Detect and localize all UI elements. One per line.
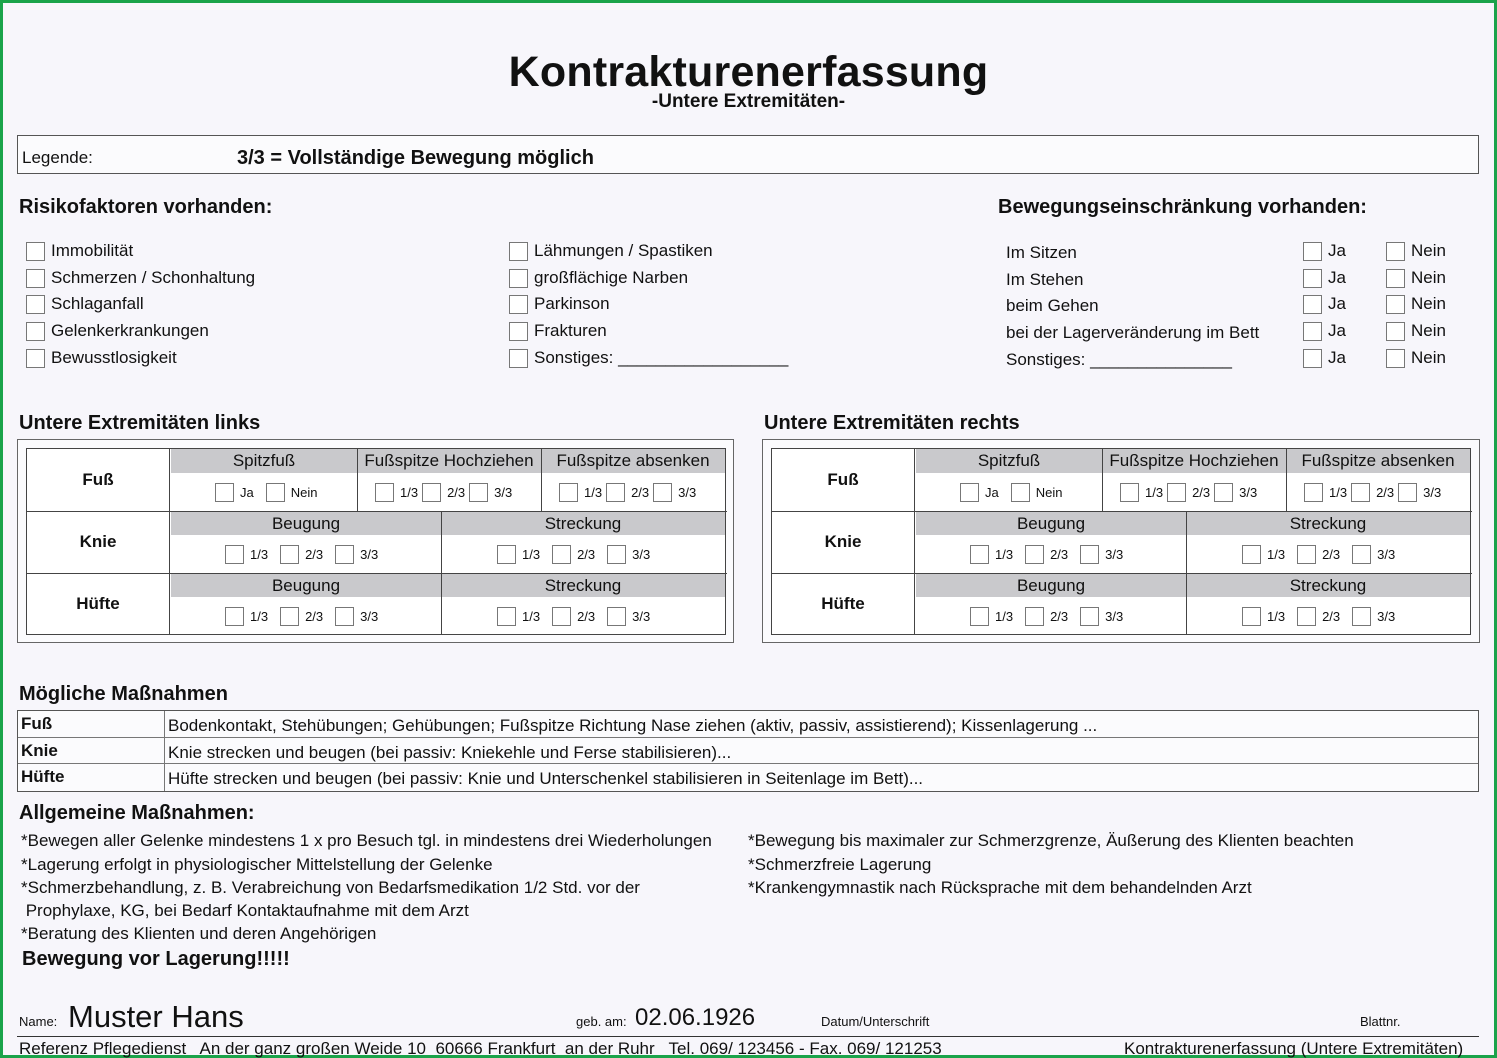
right-extremities-heading: Untere Extremitäten rechts xyxy=(764,412,1020,434)
risk-checkbox[interactable] xyxy=(509,349,528,368)
fraction-checkbox[interactable] xyxy=(1214,483,1233,502)
fraction-label: 1/3 xyxy=(250,547,269,562)
fraction-checkbox[interactable] xyxy=(225,545,244,564)
legend-label: Legende: xyxy=(22,148,93,167)
risk-checkbox[interactable] xyxy=(26,295,45,314)
legend-box xyxy=(17,135,1479,174)
foot-col-header: Fußspitze absenken xyxy=(541,449,725,473)
fraction-label: 2/3 xyxy=(305,547,324,562)
yes-label: Ja xyxy=(1328,241,1346,260)
risk-checkbox[interactable] xyxy=(26,349,45,368)
fraction-label: 1/3 xyxy=(1267,547,1286,562)
fraction-label: 3/3 xyxy=(360,547,379,562)
col-divider xyxy=(1286,449,1287,511)
footer-document-name: Kontrakturenerfassung (Untere Extremitäten) xyxy=(1124,1039,1464,1058)
row-head-foot: Fuß xyxy=(772,449,915,511)
risk-item xyxy=(509,348,788,368)
fraction-checkbox[interactable] xyxy=(559,483,578,502)
no-label: Nein xyxy=(1411,348,1446,367)
fraction-checkbox[interactable] xyxy=(497,607,516,626)
joint-options xyxy=(970,545,1135,564)
foot-options xyxy=(559,483,700,502)
footer-divider xyxy=(17,1036,1479,1037)
fraction-checkbox[interactable] xyxy=(469,483,488,502)
yes-checkbox[interactable] xyxy=(960,483,979,502)
fraction-checkbox[interactable] xyxy=(1167,483,1186,502)
general-item: *Bewegung bis maximaler zur Schmerzgrenze, Äußerung des Klienten beachten xyxy=(748,831,1354,850)
no-label: Nein xyxy=(1411,268,1446,287)
joint-options xyxy=(225,607,390,626)
fraction-checkbox[interactable] xyxy=(1297,545,1316,564)
no-checkbox[interactable] xyxy=(1386,349,1405,368)
dob-value[interactable]: 02.06.1926 xyxy=(635,1004,756,1031)
yes-label: Ja xyxy=(1328,348,1346,367)
fraction-label: 2/3 xyxy=(631,485,650,500)
row-head-knee: Knie xyxy=(27,511,170,573)
restriction-heading: Bewegungseinschränkung vorhanden: xyxy=(998,196,1367,218)
fraction-checkbox[interactable] xyxy=(552,607,571,626)
general-item: *Schmerzfreie Lagerung xyxy=(748,855,932,874)
general-item: *Beratung des Klienten und deren Angehörigen xyxy=(21,924,377,943)
foot-options xyxy=(1120,483,1261,502)
general-item: *Lagerung erfolgt in physiologischer Mittelstellung der Gelenke xyxy=(21,855,493,874)
foot-options xyxy=(960,483,1066,502)
risk-checkbox[interactable] xyxy=(509,295,528,314)
fraction-label: 2/3 xyxy=(1322,609,1341,624)
possible-measures-heading: Mögliche Maßnahmen xyxy=(19,683,228,705)
fraction-label: 3/3 xyxy=(1423,485,1442,500)
row-head-hip: Hüfte xyxy=(27,573,170,634)
restriction-label: Im Stehen xyxy=(1006,270,1084,289)
foot-col-header: Spitzfuß xyxy=(916,449,1102,473)
fraction-checkbox[interactable] xyxy=(552,545,571,564)
foot-col-header: Fußspitze absenken xyxy=(1286,449,1470,473)
restriction-yes xyxy=(1303,348,1346,368)
risk-checkbox[interactable] xyxy=(509,322,528,341)
fraction-label: 3/3 xyxy=(1105,547,1124,562)
risk-checkbox[interactable] xyxy=(26,322,45,341)
general-item: *Bewegen aller Gelenke mindestens 1 x pro Besuch tgl. in mindestens drei Wiederholungen xyxy=(21,831,712,850)
fraction-label: 2/3 xyxy=(1050,547,1069,562)
fraction-label: 3/3 xyxy=(678,485,697,500)
restriction-yes xyxy=(1303,321,1346,341)
fraction-label: 3/3 xyxy=(632,547,651,562)
fraction-label: 1/3 xyxy=(995,547,1014,562)
fraction-label: 1/3 xyxy=(522,609,541,624)
dob-label: geb. am: xyxy=(576,1014,627,1029)
joint-col-header: Beugung xyxy=(916,574,1186,597)
fraction-label: 1/3 xyxy=(1267,609,1286,624)
row-head-knee: Knie xyxy=(772,511,915,573)
possible-measures-table xyxy=(17,710,1479,792)
fraction-label: 3/3 xyxy=(1377,547,1396,562)
no-checkbox[interactable] xyxy=(1386,322,1405,341)
fraction-checkbox[interactable] xyxy=(1352,607,1371,626)
risk-checkbox[interactable] xyxy=(509,269,528,288)
measure-value-foot[interactable]: Bodenkontakt, Stehübungen; Gehübungen; Fußspitze Richtung Nase ziehen (aktiv, passiv, assistierend); Kissenlagerung ... xyxy=(168,716,1098,735)
name-value[interactable]: Muster Hans xyxy=(68,999,244,1034)
yes-checkbox[interactable] xyxy=(215,483,234,502)
fraction-label: 3/3 xyxy=(632,609,651,624)
risk-item xyxy=(26,321,209,341)
fraction-label: 2/3 xyxy=(305,609,324,624)
risk-label: Gelenkerkrankungen xyxy=(51,321,209,340)
risk-item xyxy=(26,241,133,261)
no-label: Nein xyxy=(1411,241,1446,260)
row-head-hip: Hüfte xyxy=(772,573,915,634)
risk-checkbox[interactable] xyxy=(509,242,528,261)
yes-label: Ja xyxy=(240,485,254,500)
fraction-checkbox[interactable] xyxy=(335,545,354,564)
fraction-checkbox[interactable] xyxy=(970,545,989,564)
measure-value-hip[interactable]: Hüfte strecken und beugen (bei passiv: Knie und Unterschenkel stabilisieren in Seitenlage im Bett)... xyxy=(168,769,924,788)
fraction-checkbox[interactable] xyxy=(1120,483,1139,502)
foot-col-header: Spitzfuß xyxy=(171,449,357,473)
fraction-label: 3/3 xyxy=(1105,609,1124,624)
risk-label: Schmerzen / Schonhaltung xyxy=(51,268,256,287)
foot-options xyxy=(215,483,321,502)
foot-col-header: Fußspitze Hochziehen xyxy=(357,449,541,473)
fraction-checkbox[interactable] xyxy=(607,545,626,564)
foot-options xyxy=(1304,483,1445,502)
yes-label: Ja xyxy=(1328,294,1346,313)
risk-item xyxy=(26,348,177,368)
restriction-label: beim Gehen xyxy=(1006,296,1099,315)
joint-options xyxy=(497,545,662,564)
yes-label: Ja xyxy=(985,485,999,500)
yes-checkbox[interactable] xyxy=(1303,242,1322,261)
fraction-checkbox[interactable] xyxy=(1297,607,1316,626)
fraction-label: 1/3 xyxy=(1329,485,1348,500)
row-head-foot: Fuß xyxy=(27,449,170,511)
fraction-checkbox[interactable] xyxy=(1398,483,1417,502)
fraction-checkbox[interactable] xyxy=(970,607,989,626)
restriction-yes xyxy=(1303,294,1346,314)
fraction-label: 3/3 xyxy=(494,485,513,500)
risk-heading: Risikofaktoren vorhanden: xyxy=(19,196,273,218)
fraction-checkbox[interactable] xyxy=(606,483,625,502)
no-checkbox[interactable] xyxy=(1386,242,1405,261)
yes-checkbox[interactable] xyxy=(1303,295,1322,314)
fraction-label: 2/3 xyxy=(577,547,596,562)
yes-label: Ja xyxy=(1328,321,1346,340)
footer-reference: Referenz Pflegedienst An der ganz großen Weide 10 60666 Frankfurt an der Ruhr Tel. 069/ 123456 - Fax. 069/ 121253 xyxy=(19,1039,942,1058)
measure-key-hip: Hüfte xyxy=(18,764,165,791)
fraction-checkbox[interactable] xyxy=(653,483,672,502)
name-label: Name: xyxy=(19,1014,58,1029)
fraction-checkbox[interactable] xyxy=(1025,545,1044,564)
table-row xyxy=(18,764,1478,791)
risk-label: Bewusstlosigkeit xyxy=(51,348,177,367)
restriction-no xyxy=(1386,241,1446,261)
no-label: Nein xyxy=(1035,485,1063,500)
fraction-label: 1/3 xyxy=(995,609,1014,624)
fraction-checkbox[interactable] xyxy=(280,607,299,626)
fraction-label: 2/3 xyxy=(447,485,466,500)
general-item: Prophylaxe, KG, bei Bedarf Kontaktaufnahme mit dem Arzt xyxy=(21,901,469,920)
fraction-checkbox[interactable] xyxy=(375,483,394,502)
general-emphasis: Bewegung vor Lagerung!!!!! xyxy=(22,948,290,970)
left-extremities-heading: Untere Extremitäten links xyxy=(19,412,261,434)
fraction-checkbox[interactable] xyxy=(1242,607,1261,626)
no-label: Nein xyxy=(1411,294,1446,313)
general-measures-heading: Allgemeine Maßnahmen: xyxy=(19,802,255,824)
joint-options xyxy=(497,607,662,626)
no-checkbox[interactable] xyxy=(1386,295,1405,314)
risk-label: Frakturen xyxy=(534,321,607,340)
no-label: Nein xyxy=(290,485,318,500)
risk-label: Immobilität xyxy=(51,241,134,260)
joint-options xyxy=(1242,545,1407,564)
restriction-no xyxy=(1386,268,1446,288)
joint-options xyxy=(1242,607,1407,626)
measure-key-foot: Fuß xyxy=(18,711,165,737)
restriction-no xyxy=(1386,348,1446,368)
risk-label: Sonstiges: __________________ xyxy=(534,348,789,367)
fraction-checkbox[interactable] xyxy=(1080,545,1099,564)
general-item: *Krankengymnastik nach Rücksprache mit dem behandelnden Arzt xyxy=(748,878,1252,897)
fraction-checkbox[interactable] xyxy=(1352,545,1371,564)
fraction-label: 3/3 xyxy=(360,609,379,624)
fraction-label: 2/3 xyxy=(1050,609,1069,624)
risk-label: Parkinson xyxy=(534,294,610,313)
fraction-label: 2/3 xyxy=(1322,547,1341,562)
risk-checkbox[interactable] xyxy=(26,269,45,288)
measure-value-knee[interactable]: Knie strecken und beugen (bei passiv: Kniekehle und Ferse stabilisieren)... xyxy=(168,742,732,762)
risk-item xyxy=(26,294,144,314)
fraction-checkbox[interactable] xyxy=(607,607,626,626)
fraction-label: 1/3 xyxy=(522,547,541,562)
restriction-yes xyxy=(1303,268,1346,288)
right-extremities-panel xyxy=(762,439,1480,643)
fraction-checkbox[interactable] xyxy=(422,483,441,502)
fraction-label: 1/3 xyxy=(584,485,603,500)
joint-col-header: Streckung xyxy=(441,574,725,597)
col-divider xyxy=(1186,511,1187,573)
yes-checkbox[interactable] xyxy=(1303,322,1322,341)
extremity-grid xyxy=(26,448,726,635)
table-row xyxy=(18,711,1478,738)
legend-text: 3/3 = Vollständige Bewegung möglich xyxy=(237,147,594,169)
joint-col-header: Streckung xyxy=(1186,574,1470,597)
risk-label: großflächige Narben xyxy=(534,268,689,287)
risk-label: Lähmungen / Spastiken xyxy=(534,241,713,260)
risk-checkbox[interactable] xyxy=(26,242,45,261)
left-extremities-panel xyxy=(17,439,734,643)
table-row xyxy=(18,738,1478,765)
foot-col-header: Fußspitze Hochziehen xyxy=(1102,449,1286,473)
page-subtitle: -Untere Extremitäten- xyxy=(651,91,846,112)
joint-col-header: Beugung xyxy=(916,512,1186,535)
col-divider xyxy=(541,449,542,511)
risk-item xyxy=(509,321,607,341)
restriction-yes xyxy=(1303,241,1346,261)
fraction-label: 1/3 xyxy=(1145,485,1164,500)
col-divider xyxy=(357,449,358,511)
fraction-label: 3/3 xyxy=(1377,609,1396,624)
joint-col-header: Streckung xyxy=(441,512,725,535)
risk-item xyxy=(509,294,610,314)
risk-label: Schlaganfall xyxy=(51,294,144,313)
fraction-checkbox[interactable] xyxy=(1304,483,1323,502)
restriction-label: Sonstiges: _______________ xyxy=(1006,350,1232,369)
page-title: Kontrakturenerfassung xyxy=(508,48,989,96)
fraction-checkbox[interactable] xyxy=(335,607,354,626)
fraction-label: 1/3 xyxy=(250,609,269,624)
fraction-checkbox[interactable] xyxy=(497,545,516,564)
no-checkbox[interactable] xyxy=(1386,269,1405,288)
joint-col-header: Beugung xyxy=(171,512,441,535)
no-checkbox[interactable] xyxy=(1011,483,1030,502)
measure-key-knee: Knie xyxy=(18,738,165,764)
fraction-checkbox[interactable] xyxy=(1080,607,1099,626)
restriction-no xyxy=(1386,294,1446,314)
yes-checkbox[interactable] xyxy=(1303,269,1322,288)
restriction-no xyxy=(1386,321,1446,341)
fraction-label: 1/3 xyxy=(400,485,419,500)
risk-item xyxy=(26,268,255,288)
fraction-label: 2/3 xyxy=(577,609,596,624)
general-item: *Schmerzbehandlung, z. B. Verabreichung von Bedarfsmedikation 1/2 Std. vor der xyxy=(21,878,640,897)
sheet-number-label: Blattnr. xyxy=(1360,1014,1401,1029)
fraction-label: 2/3 xyxy=(1192,485,1211,500)
fraction-checkbox[interactable] xyxy=(1242,545,1261,564)
joint-col-header: Streckung xyxy=(1186,512,1470,535)
risk-item xyxy=(509,241,713,261)
fraction-checkbox[interactable] xyxy=(280,545,299,564)
restriction-label: bei der Lagerveränderung im Bett xyxy=(1006,323,1260,342)
joint-options xyxy=(225,545,390,564)
joint-col-header: Beugung xyxy=(171,574,441,597)
col-divider xyxy=(1186,573,1187,635)
fraction-checkbox[interactable] xyxy=(1025,607,1044,626)
joint-options xyxy=(970,607,1135,626)
fraction-label: 2/3 xyxy=(1376,485,1395,500)
restriction-label: Im Sitzen xyxy=(1006,243,1077,262)
col-divider xyxy=(1102,449,1103,511)
yes-label: Ja xyxy=(1328,268,1346,287)
date-signature-label: Datum/Unterschrift xyxy=(821,1014,930,1029)
no-checkbox[interactable] xyxy=(266,483,285,502)
foot-options xyxy=(375,483,516,502)
fraction-checkbox[interactable] xyxy=(225,607,244,626)
no-label: Nein xyxy=(1411,321,1446,340)
extremity-grid xyxy=(771,448,1471,635)
col-divider xyxy=(441,511,442,573)
col-divider xyxy=(441,573,442,635)
yes-checkbox[interactable] xyxy=(1303,349,1322,368)
fraction-label: 3/3 xyxy=(1239,485,1258,500)
fraction-checkbox[interactable] xyxy=(1351,483,1370,502)
risk-item xyxy=(509,268,688,288)
